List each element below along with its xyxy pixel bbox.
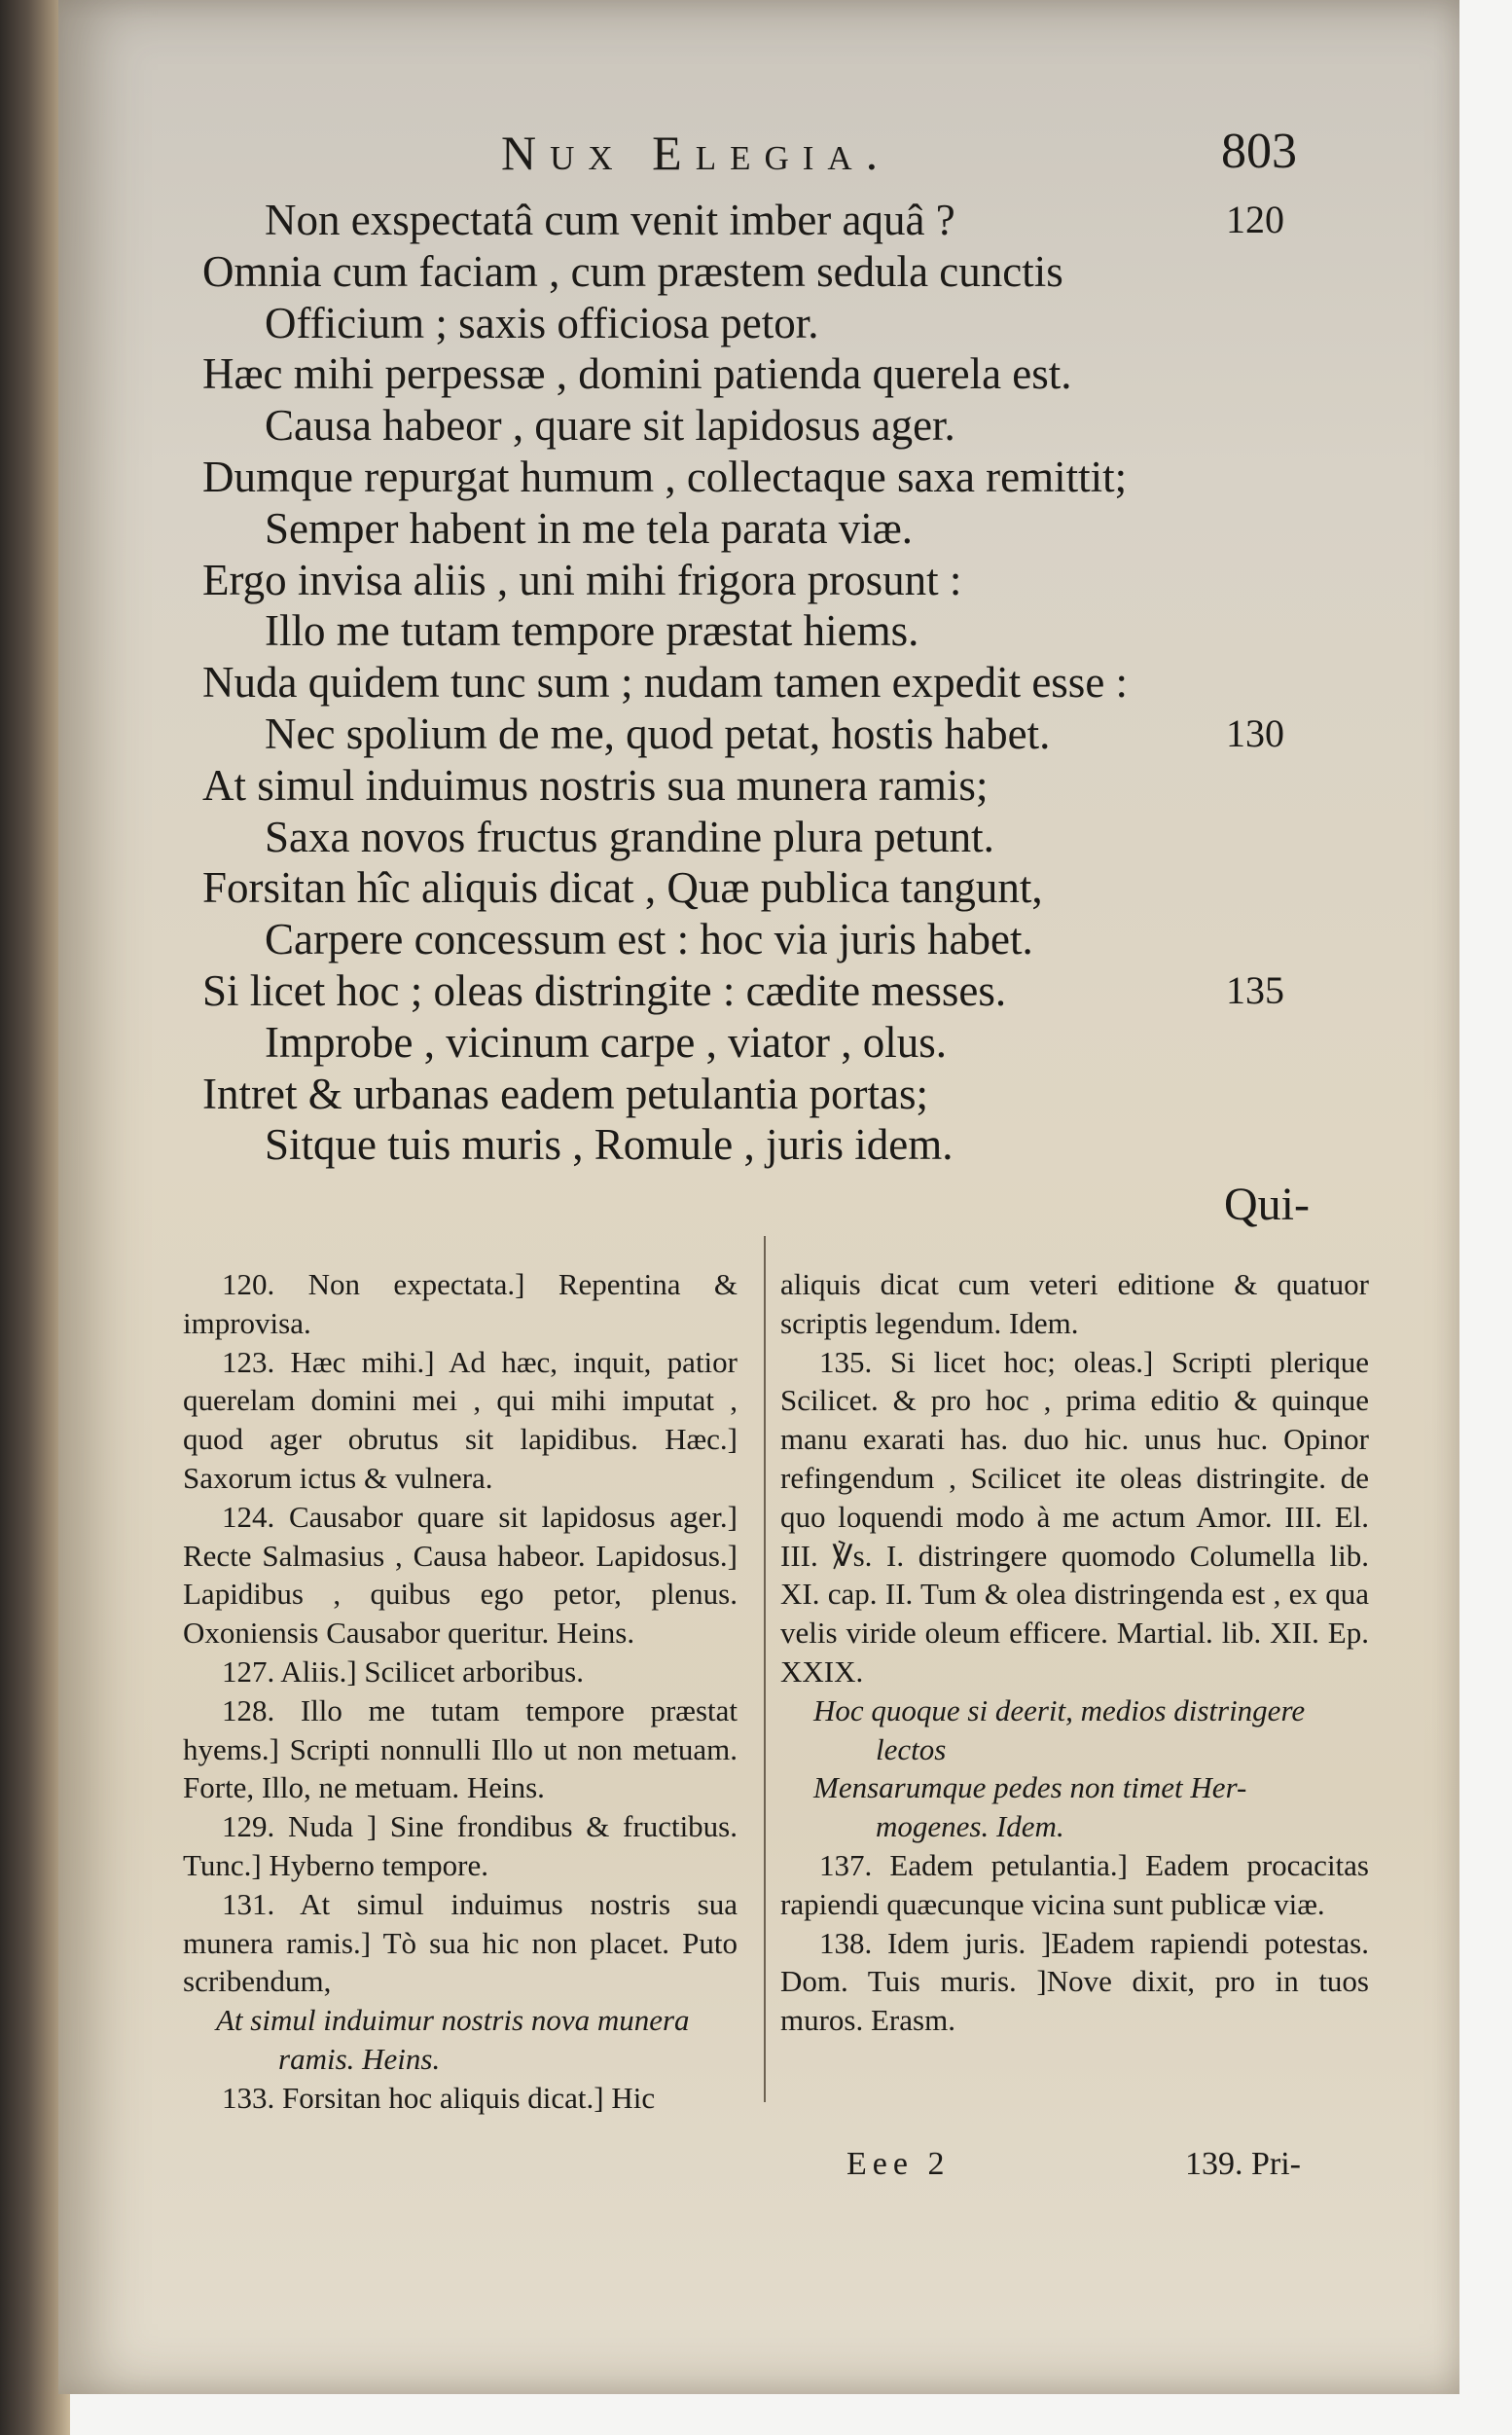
page-number: 803 xyxy=(1221,124,1297,179)
poem-line xyxy=(202,348,1370,400)
poem-line xyxy=(202,1119,1370,1171)
poem-line xyxy=(202,195,1370,246)
poem-line-text: Non exspectatâ cum venit imber aquâ ? xyxy=(265,196,955,244)
column-divider xyxy=(764,1236,766,2102)
note-entry: 137. Eadem petulantia.] Eadem procacitas rapiendi quæcunque vicina sunt publicæ viæ. xyxy=(780,1847,1369,1921)
poem-line xyxy=(202,298,1370,349)
poem-catchword: Qui- xyxy=(1224,1179,1310,1230)
line-number: 130 xyxy=(1226,710,1284,755)
poem-line xyxy=(202,246,1370,298)
poem-line xyxy=(202,400,1370,452)
poem-line xyxy=(202,760,1370,812)
poem-line-text: Forsitan hîc aliquis dicat , Quæ publica tangunt, xyxy=(202,863,1043,913)
note-entry: 131. At simul induimus nostris sua munera ramis.] Tò sua hic non placet. Puto scribendum, xyxy=(183,1886,738,1999)
note-quote-continuation: lectos xyxy=(876,1731,947,1766)
note-quote xyxy=(780,1691,1369,1769)
note-entry: 127. Aliis.] Scilicet arboribus. xyxy=(222,1654,584,1689)
book-page xyxy=(58,0,1459,2394)
notes-left-column xyxy=(183,1265,738,2118)
poem-line-text: Semper habent in me tela parata viæ. xyxy=(265,503,914,553)
poem-line-text: Officium ; saxis officiosa petor. xyxy=(265,298,819,347)
poem-line xyxy=(202,1069,1370,1120)
poem-line-text: At simul induimus nostris sua munera ramis; xyxy=(202,760,989,810)
note-quote xyxy=(780,1768,1369,1846)
note-entry: 138. Idem juris. ]Eadem rapiendi potestas. Dom. Tuis muris. ]Nove dixit, pro in tuos muros. Erasm. xyxy=(780,1925,1369,2038)
running-title: Nux Elegia. xyxy=(501,126,892,180)
note-quote-continuation: mogenes. Idem. xyxy=(876,1809,1064,1844)
poem-line xyxy=(202,965,1370,1017)
poem-line xyxy=(202,605,1370,657)
poem-line xyxy=(202,914,1370,965)
note-entry: 124. Causabor quare sit lapidosus ager.] Recte Salmasius , Causa habeor. Lapidosus.] Lapidibus , quibus ego petor, plenus. Oxoniensis Causabor queritur. Heins. xyxy=(183,1499,738,1651)
poem-line-text: Saxa novos fructus grandine plura petunt. xyxy=(265,812,994,861)
page-header xyxy=(491,125,1464,202)
footer-catchword: 139. Pri- xyxy=(1185,2146,1301,2182)
note-quote xyxy=(183,2001,738,2079)
page-footer xyxy=(58,2146,1459,2195)
poem-line xyxy=(202,452,1370,503)
note-entry: 135. Si licet hoc; oleas.] Scripti plerique Scilicet. & pro hoc , prima editio & quinque manu exarati has. duo hic. unus huc. Opinor refingendum , Scilicet ite oleas distringite. de quo loquendi modo à me actum Amor. III. El. III. ℣s. I. distringere quomodo Columella lib. XI. cap. II. Tum & olea distringenda est , ex qua velis viride oleum efficere. Martial. lib. XII. Ep. XXIX. xyxy=(780,1344,1369,1689)
note-entry: 129. Nuda ] Sine frondibus & fructibus. Tunc.] Hyberno tempore. xyxy=(183,1809,738,1882)
poem-line-text: Illo me tutam tempore præstat hiems. xyxy=(265,606,919,656)
signature-mark: Eee 2 xyxy=(846,2146,951,2182)
note-quote-line: Hoc quoque si deerit, medios distringere xyxy=(813,1692,1306,1727)
poem-line-text: Sitque tuis muris , Romule , juris idem. xyxy=(265,1120,954,1170)
poem-line-text: Improbe , vicinum carpe , viator , olus. xyxy=(265,1017,948,1067)
poem-line xyxy=(202,709,1370,760)
poem-line xyxy=(202,555,1370,606)
line-number: 135 xyxy=(1226,967,1284,1012)
poem-line-text: Nec spolium de me, quod petat, hostis habet. xyxy=(265,709,1051,758)
poem-text xyxy=(202,195,1370,1171)
note-entry: 128. Illo me tutam tempore præstat hyems.] Scripti nonnulli Illo ut non metuam. Forte, Illo, ne metuam. Heins. xyxy=(183,1692,738,1805)
note-entry: 123. Hæc mihi.] Ad hæc, inquit, patior querelam domini mei , qui mihi imputat , quod ager obrutus sit lapidibus. Hæc.] Saxorum ictus & vulnera. xyxy=(183,1344,738,1495)
poem-line-text: Omnia cum faciam , cum præstem sedula cunctis xyxy=(202,246,1063,296)
poem-line-text: Si licet hoc ; oleas distringite : cædite messes. xyxy=(202,965,1007,1015)
note-quote-continuation: ramis. Heins. xyxy=(278,2041,441,2076)
note-quote-line: At simul induimur nostris nova munera xyxy=(216,2003,690,2038)
line-number: 120 xyxy=(1226,198,1284,241)
poem-line xyxy=(202,657,1370,709)
note-entry: 120. Non expectata.] Repentina & improvisa. xyxy=(183,1267,738,1340)
poem-line xyxy=(202,812,1370,863)
note-quote-line: Mensarumque pedes non timet Her- xyxy=(813,1770,1247,1805)
poem-line-text: Intret & urbanas eadem petulantia portas; xyxy=(202,1069,928,1118)
notes-right-column xyxy=(780,1265,1369,2040)
poem-line xyxy=(202,503,1370,555)
poem-line-text: Dumque repurgat humum , collectaque saxa remittit; xyxy=(202,452,1128,501)
note-entry: aliquis dicat cum veteri editione & quatuor scriptis legendum. Idem. xyxy=(780,1267,1369,1340)
poem-line xyxy=(202,862,1370,914)
poem-line-text: Causa habeor , quare sit lapidosus ager. xyxy=(265,401,955,451)
poem-line xyxy=(202,1017,1370,1069)
poem-line-text: Hæc mihi perpessæ , domini patienda querela est. xyxy=(202,349,1072,399)
poem-line-text: Carpere concessum est : hoc via juris habet. xyxy=(265,915,1033,964)
poem-line-text: Nuda quidem tunc sum ; nudam tamen expedit esse : xyxy=(202,658,1129,708)
poem-line-text: Ergo invisa aliis , uni mihi frigora prosunt : xyxy=(202,555,962,604)
note-entry: 133. Forsitan hoc aliquis dicat.] Hic xyxy=(222,2080,656,2115)
